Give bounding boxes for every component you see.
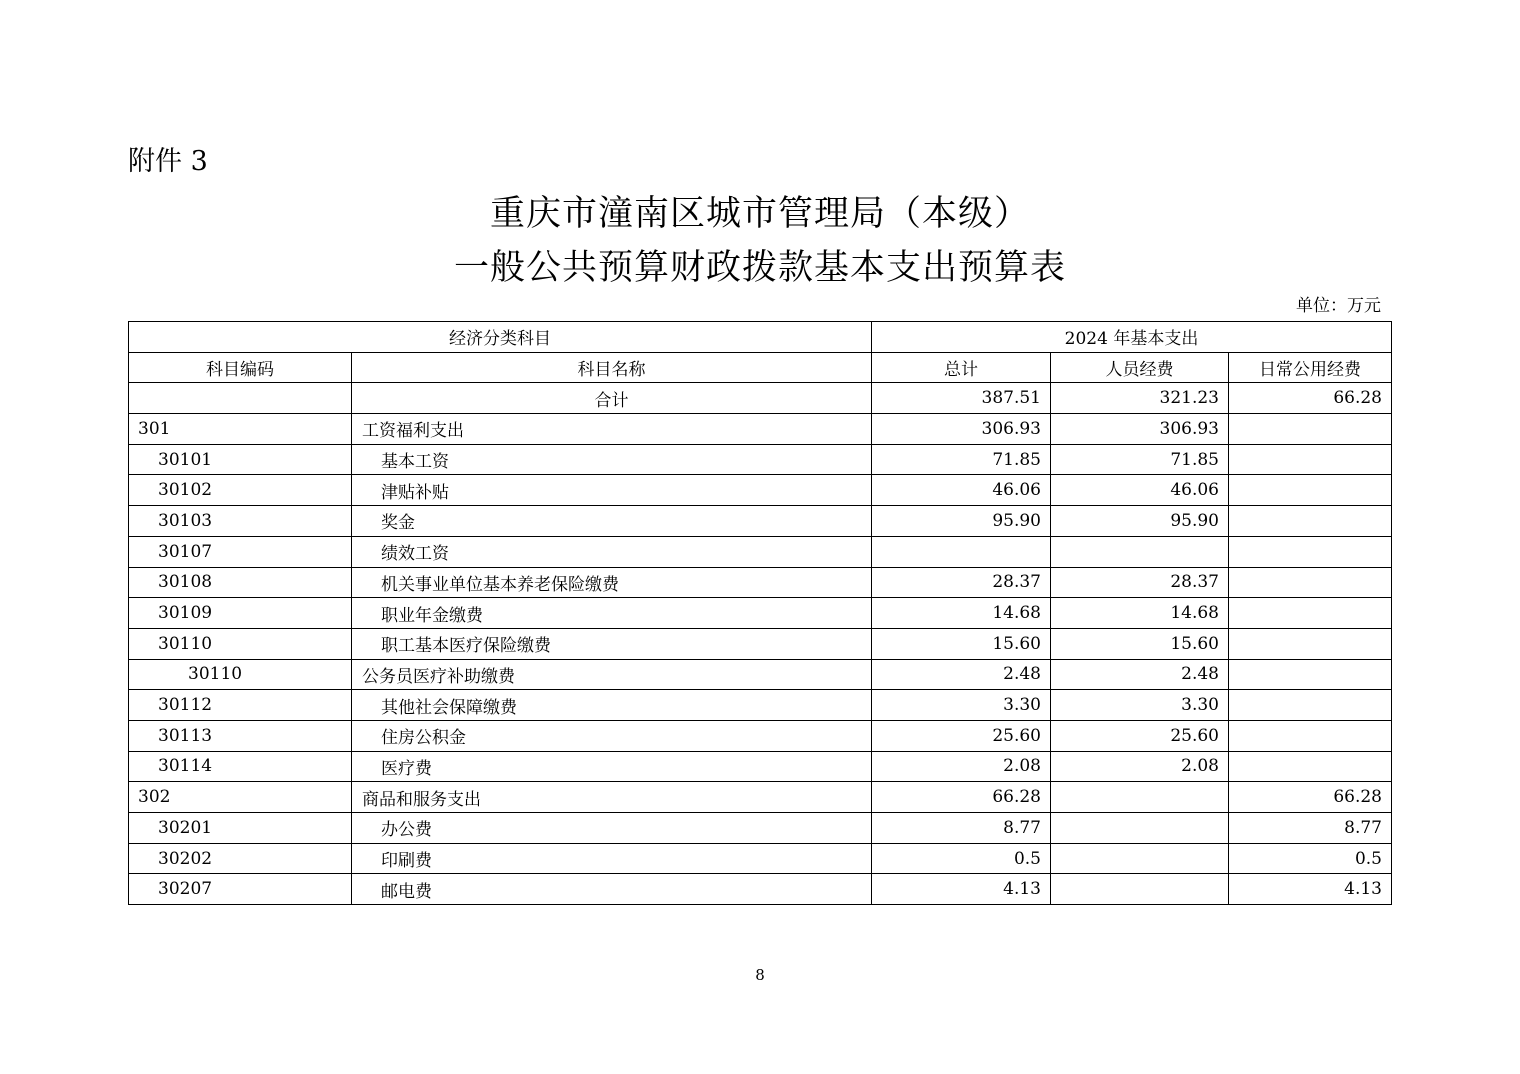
subject-code-cell: 30112 bbox=[129, 690, 352, 721]
total-cell: 4.13 bbox=[872, 874, 1051, 905]
public-cell bbox=[1229, 444, 1392, 475]
table-row bbox=[129, 628, 1392, 659]
total-row-personnel: 321.23 bbox=[1051, 383, 1229, 414]
subject-name-cell: 基本工资 bbox=[352, 444, 872, 475]
personnel-cell bbox=[1051, 536, 1229, 567]
subject-name-cell: 绩效工资 bbox=[352, 536, 872, 567]
subject-code-cell: 30101 bbox=[129, 444, 352, 475]
table-row bbox=[129, 506, 1392, 537]
public-cell: 4.13 bbox=[1229, 874, 1392, 905]
total-cell: 14.68 bbox=[872, 598, 1051, 629]
personnel-cell bbox=[1051, 782, 1229, 813]
personnel-cell: 25.60 bbox=[1051, 720, 1229, 751]
subject-name-cell: 办公费 bbox=[352, 813, 872, 844]
subject-code-cell: 30202 bbox=[129, 843, 352, 874]
personnel-cell: 15.60 bbox=[1051, 628, 1229, 659]
public-cell bbox=[1229, 536, 1392, 567]
public-cell bbox=[1229, 475, 1392, 506]
subject-name-cell: 医疗费 bbox=[352, 751, 872, 782]
total-cell: 2.08 bbox=[872, 751, 1051, 782]
public-cell bbox=[1229, 628, 1392, 659]
table-row bbox=[129, 444, 1392, 475]
total-cell: 71.85 bbox=[872, 444, 1051, 475]
public-cell bbox=[1229, 506, 1392, 537]
header-personnel-expense: 人员经费 bbox=[1051, 352, 1229, 383]
personnel-cell: 14.68 bbox=[1051, 598, 1229, 629]
document-title-line-1: 重庆市潼南区城市管理局（本级） bbox=[489, 194, 1030, 234]
personnel-cell: 71.85 bbox=[1051, 444, 1229, 475]
table-row bbox=[129, 567, 1392, 598]
table-row bbox=[129, 536, 1392, 567]
total-cell: 95.90 bbox=[872, 506, 1051, 537]
personnel-cell: 2.08 bbox=[1051, 751, 1229, 782]
public-cell bbox=[1229, 567, 1392, 598]
total-cell: 3.30 bbox=[872, 690, 1051, 721]
public-cell: 8.77 bbox=[1229, 813, 1392, 844]
total-row-label: 合计 bbox=[352, 383, 872, 414]
subject-name-cell: 公务员医疗补助缴费 bbox=[352, 659, 872, 690]
subject-code-cell: 30109 bbox=[129, 598, 352, 629]
subject-name-cell: 商品和服务支出 bbox=[352, 782, 872, 813]
total-cell: 8.77 bbox=[872, 813, 1051, 844]
personnel-cell: 95.90 bbox=[1051, 506, 1229, 537]
attachment-label: 附件 3 bbox=[128, 146, 208, 177]
total-cell: 46.06 bbox=[872, 475, 1051, 506]
subject-name-cell: 职业年金缴费 bbox=[352, 598, 872, 629]
subject-code-cell: 30110 bbox=[129, 659, 352, 690]
total-cell: 0.5 bbox=[872, 843, 1051, 874]
page-number: 8 bbox=[755, 966, 765, 984]
subject-code-cell: 30108 bbox=[129, 567, 352, 598]
header-economic-classification: 经济分类科目 bbox=[129, 322, 872, 353]
subject-code-cell: 30107 bbox=[129, 536, 352, 567]
table-row bbox=[129, 659, 1392, 690]
total-row-public: 66.28 bbox=[1229, 383, 1392, 414]
total-cell: 25.60 bbox=[872, 720, 1051, 751]
header-columns-row bbox=[129, 352, 1392, 383]
table-row bbox=[129, 690, 1392, 721]
total-cell: 28.37 bbox=[872, 567, 1051, 598]
table-row bbox=[129, 874, 1392, 905]
document-title-line-2: 一般公共预算财政拨款基本支出预算表 bbox=[453, 248, 1066, 288]
table-row bbox=[129, 751, 1392, 782]
subject-name-cell: 印刷费 bbox=[352, 843, 872, 874]
subject-code-cell: 30102 bbox=[129, 475, 352, 506]
subject-code-cell: 30113 bbox=[129, 720, 352, 751]
budget-table bbox=[128, 321, 1392, 905]
personnel-cell bbox=[1051, 843, 1229, 874]
public-cell bbox=[1229, 720, 1392, 751]
subject-name-cell: 职工基本医疗保险缴费 bbox=[352, 628, 872, 659]
total-cell: 15.60 bbox=[872, 628, 1051, 659]
public-cell bbox=[1229, 659, 1392, 690]
total-row-total: 387.51 bbox=[872, 383, 1051, 414]
header-group-row bbox=[129, 322, 1392, 353]
subject-code-cell: 302 bbox=[129, 782, 352, 813]
subject-code-cell: 30207 bbox=[129, 874, 352, 905]
subject-name-cell: 邮电费 bbox=[352, 874, 872, 905]
public-cell: 0.5 bbox=[1229, 843, 1392, 874]
public-cell bbox=[1229, 690, 1392, 721]
personnel-cell bbox=[1051, 874, 1229, 905]
public-cell bbox=[1229, 414, 1392, 445]
subject-name-cell: 津贴补贴 bbox=[352, 475, 872, 506]
personnel-cell: 28.37 bbox=[1051, 567, 1229, 598]
total-cell bbox=[872, 536, 1051, 567]
personnel-cell: 3.30 bbox=[1051, 690, 1229, 721]
header-subject-code: 科目编码 bbox=[129, 352, 352, 383]
subject-name-cell: 机关事业单位基本养老保险缴费 bbox=[352, 567, 872, 598]
subject-name-cell: 其他社会保障缴费 bbox=[352, 690, 872, 721]
table-row bbox=[129, 475, 1392, 506]
total-cell: 66.28 bbox=[872, 782, 1051, 813]
header-basic-expenditure-2024: 2024 年基本支出 bbox=[872, 322, 1392, 353]
total-row-code bbox=[129, 383, 352, 414]
subject-name-cell: 住房公积金 bbox=[352, 720, 872, 751]
header-public-expense: 日常公用经费 bbox=[1229, 352, 1392, 383]
total-cell: 306.93 bbox=[872, 414, 1051, 445]
subject-code-cell: 301 bbox=[129, 414, 352, 445]
subject-code-cell: 30110 bbox=[129, 628, 352, 659]
table-row bbox=[129, 813, 1392, 844]
subject-name-cell: 工资福利支出 bbox=[352, 414, 872, 445]
personnel-cell: 46.06 bbox=[1051, 475, 1229, 506]
table-row bbox=[129, 598, 1392, 629]
total-row bbox=[129, 383, 1392, 414]
personnel-cell: 2.48 bbox=[1051, 659, 1229, 690]
table-row bbox=[129, 720, 1392, 751]
personnel-cell: 306.93 bbox=[1051, 414, 1229, 445]
public-cell bbox=[1229, 598, 1392, 629]
unit-label: 单位：万元 bbox=[1296, 296, 1381, 316]
total-cell: 2.48 bbox=[872, 659, 1051, 690]
personnel-cell bbox=[1051, 813, 1229, 844]
table-row bbox=[129, 782, 1392, 813]
table-row bbox=[129, 843, 1392, 874]
public-cell bbox=[1229, 751, 1392, 782]
subject-code-cell: 30201 bbox=[129, 813, 352, 844]
header-subject-name: 科目名称 bbox=[352, 352, 872, 383]
subject-code-cell: 30103 bbox=[129, 506, 352, 537]
subject-name-cell: 奖金 bbox=[352, 506, 872, 537]
table-row bbox=[129, 414, 1392, 445]
subject-code-cell: 30114 bbox=[129, 751, 352, 782]
public-cell: 66.28 bbox=[1229, 782, 1392, 813]
header-total: 总计 bbox=[872, 352, 1051, 383]
